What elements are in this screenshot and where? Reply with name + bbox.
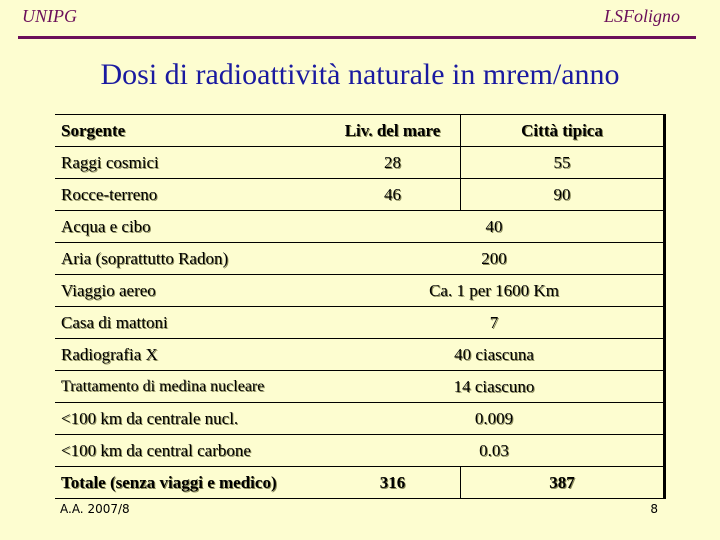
table-row bbox=[55, 435, 665, 467]
row-value: 200 bbox=[325, 243, 665, 275]
page-number: 8 bbox=[650, 502, 658, 516]
row-source: <100 km da centrale nucl. bbox=[55, 403, 325, 435]
row-value: Ca. 1 per 1600 Km bbox=[325, 275, 665, 307]
table-row bbox=[55, 211, 665, 243]
total-sea-level: 316 bbox=[325, 467, 461, 499]
total-typical-city: 387 bbox=[461, 467, 665, 499]
header-right: LSFoligno bbox=[603, 6, 680, 26]
total-source: Totale (senza viaggi e medico) bbox=[55, 467, 325, 499]
table-row bbox=[55, 339, 665, 371]
row-value: 0.009 bbox=[325, 403, 665, 435]
table-row bbox=[55, 403, 665, 435]
header-source: Sorgente bbox=[55, 115, 325, 147]
row-value: 40 bbox=[325, 211, 665, 243]
footer-academic-year: A.A. 2007/8 bbox=[60, 502, 130, 516]
table-row bbox=[55, 371, 665, 403]
row-source: Raggi cosmici bbox=[55, 147, 325, 179]
row-typical-city: 90 bbox=[461, 179, 665, 211]
row-value: 7 bbox=[325, 307, 665, 339]
header-typical-city: Città tipica bbox=[461, 115, 665, 147]
header-left: UNIPG bbox=[22, 6, 77, 26]
row-value: 14 ciascuno bbox=[325, 371, 665, 403]
header-sea-level: Liv. del mare bbox=[325, 115, 461, 147]
slide-title: Dosi di radioattività naturale in mrem/anno bbox=[100, 58, 620, 91]
table-row bbox=[55, 147, 665, 179]
row-source: <100 km da central carbone bbox=[55, 435, 325, 467]
row-source: Casa di mattoni bbox=[55, 307, 325, 339]
table-row bbox=[55, 243, 665, 275]
row-sea-level: 46 bbox=[325, 179, 461, 211]
row-value: 0.03 bbox=[325, 435, 665, 467]
table-row bbox=[55, 179, 665, 211]
row-typical-city: 55 bbox=[461, 147, 665, 179]
table-total-row bbox=[55, 467, 665, 499]
header-divider bbox=[18, 36, 696, 39]
row-source: Radiografia X bbox=[55, 339, 325, 371]
row-source: Aria (soprattutto Radon) bbox=[55, 243, 325, 275]
dose-table bbox=[55, 114, 666, 499]
table-row bbox=[55, 275, 665, 307]
row-source: Rocce-terreno bbox=[55, 179, 325, 211]
row-source: Viaggio aereo bbox=[55, 275, 325, 307]
table-header-row bbox=[55, 115, 665, 147]
row-value: 40 ciascuna bbox=[325, 339, 665, 371]
table-row bbox=[55, 307, 665, 339]
row-source: Trattamento di medina nucleare bbox=[55, 371, 325, 403]
row-sea-level: 28 bbox=[325, 147, 461, 179]
row-source: Acqua e cibo bbox=[55, 211, 325, 243]
